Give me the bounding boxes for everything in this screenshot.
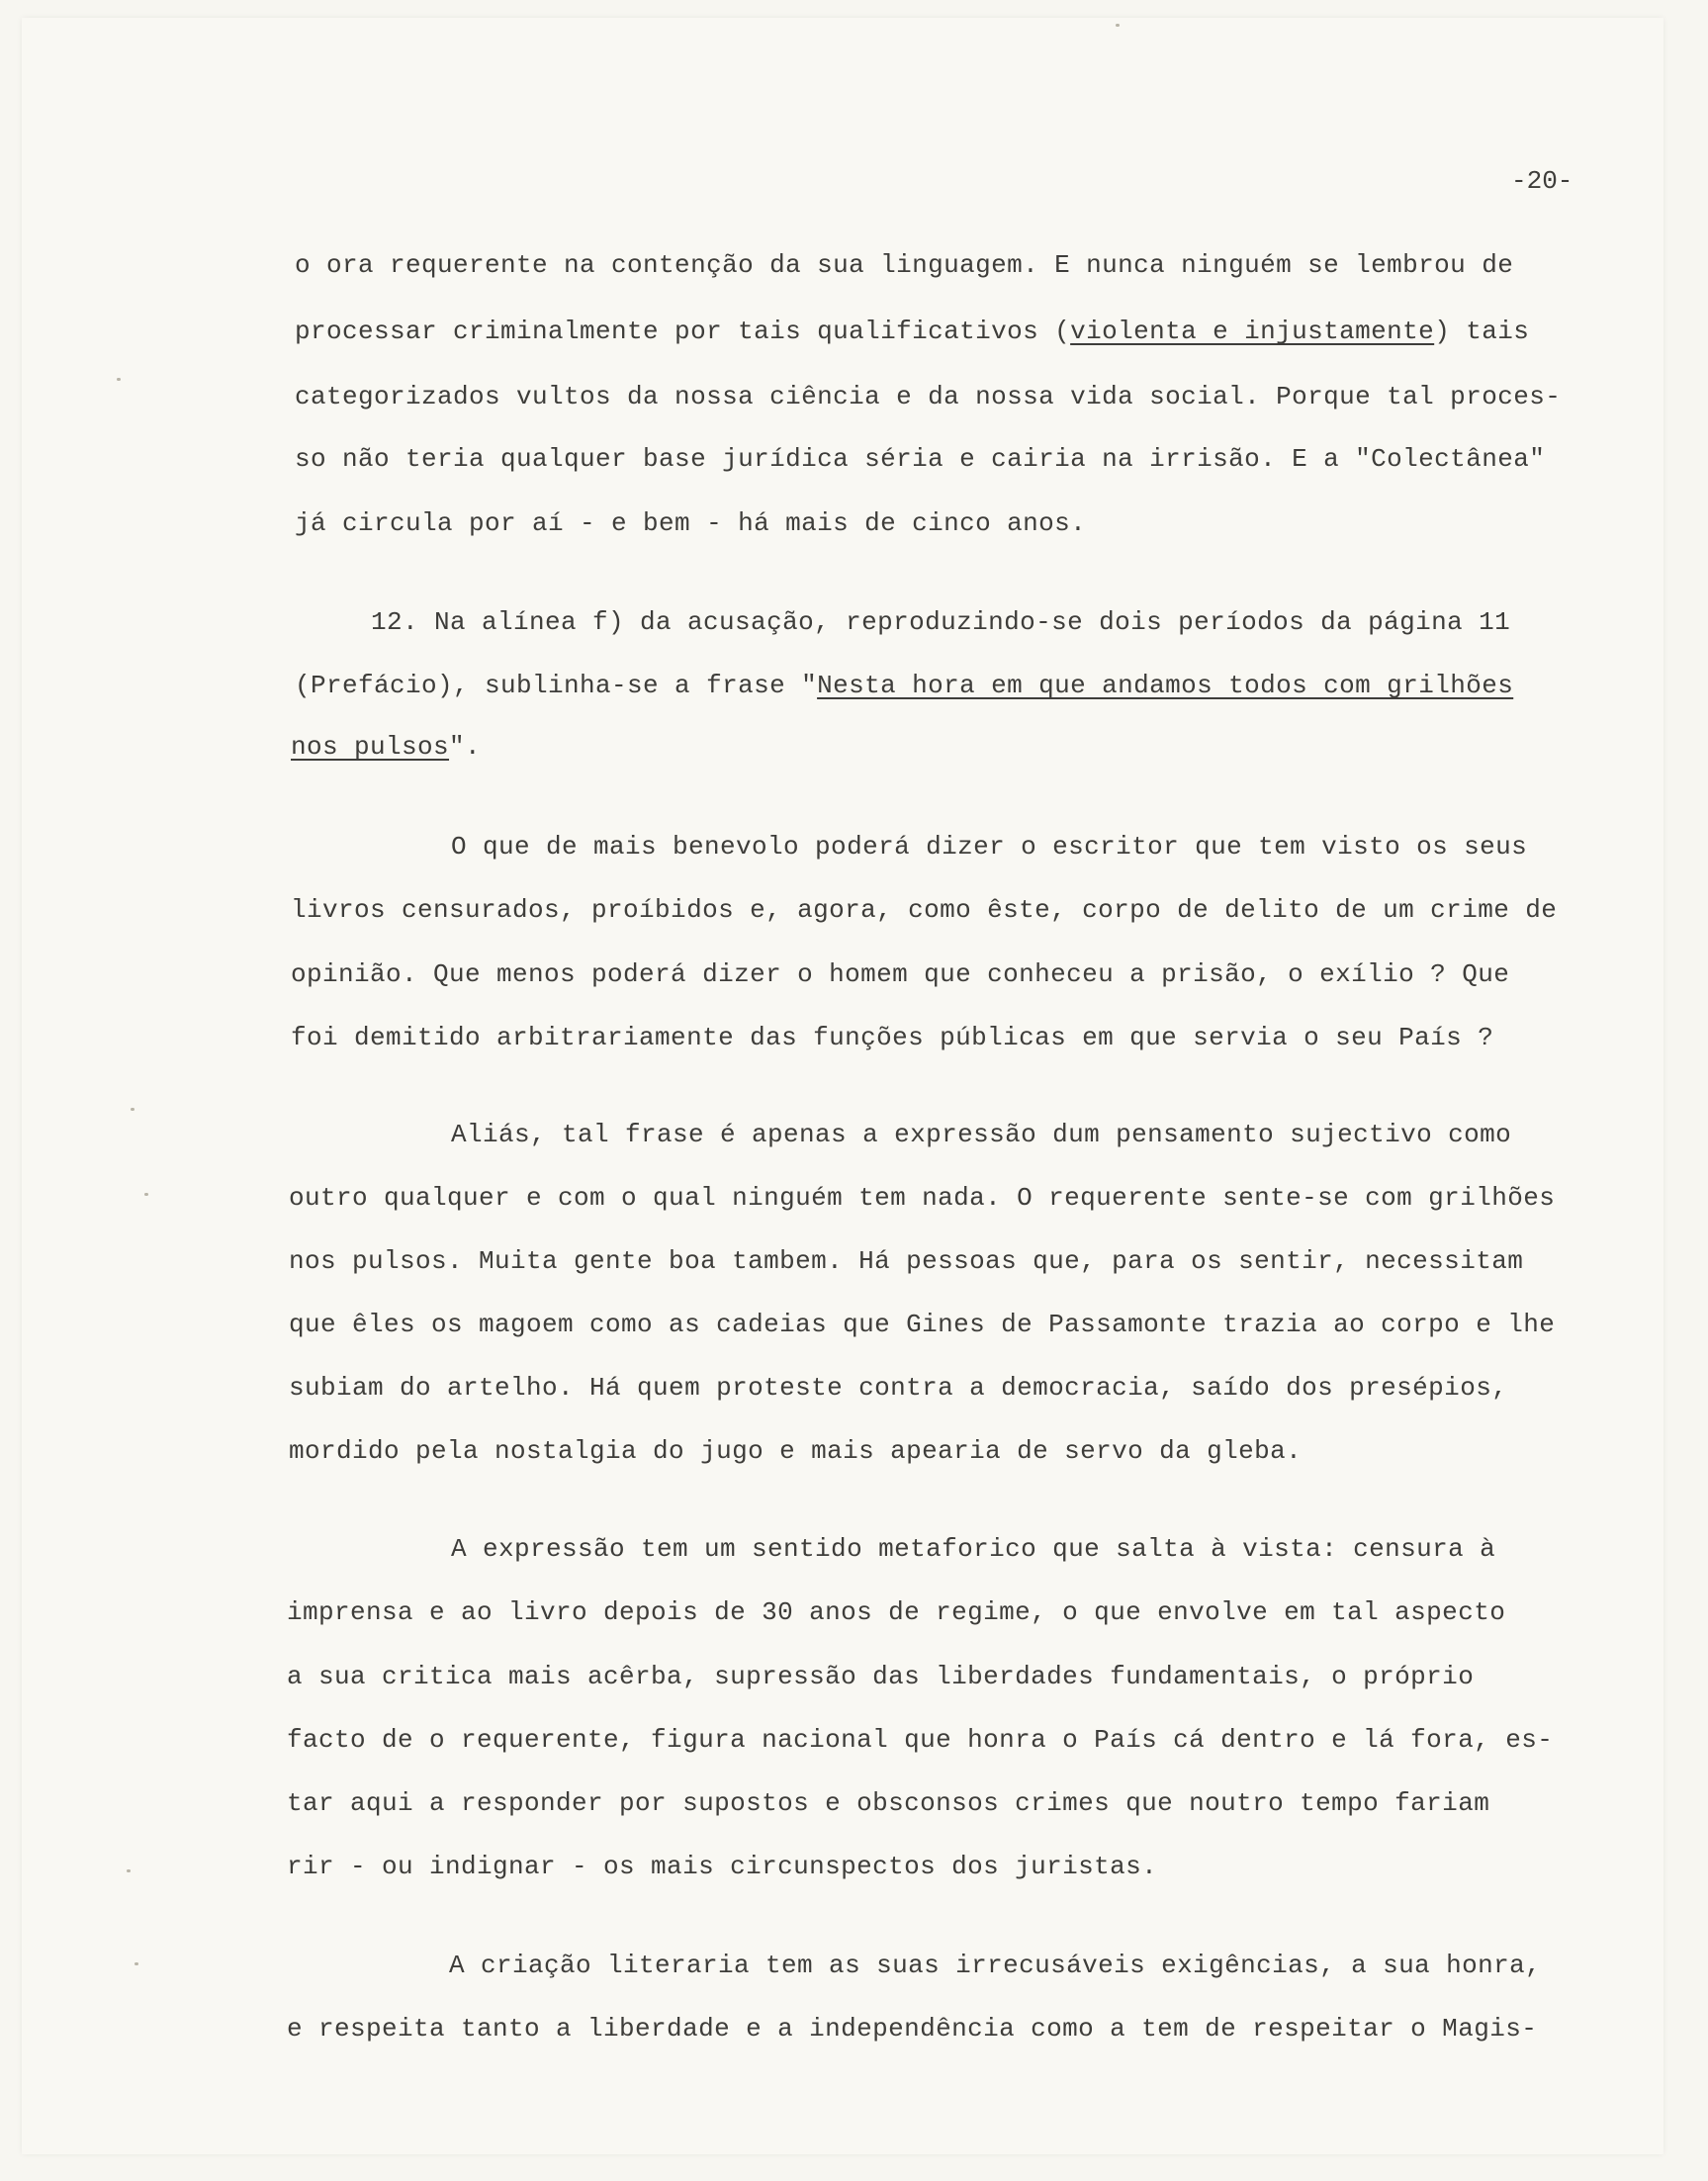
paragraph-5-line-2: imprensa e ao livro depois de 30 anos de regime, o que envolve em tal aspecto [287, 1597, 1506, 1627]
paragraph-1-line-4: so não teria qualquer base jurídica séria e cairia na irrisão. E a "Colectânea" [295, 444, 1546, 474]
paragraph-2-line-3 [291, 734, 481, 760]
paragraph-1-line-2-text: processar criminalmente por tais qualificativos ( [295, 317, 1071, 346]
paragraph-5-line-3: a sua critica mais acêrba, supressão das liberdades fundamentais, o próprio [287, 1662, 1475, 1691]
paragraph-1-line-5: já circula por aí - e bem - há mais de cinco anos. [295, 508, 1087, 538]
paragraph-5-line-4: facto de o requerente, figura nacional que honra o País cá dentro e lá fora, es- [287, 1725, 1554, 1755]
paragraph-2-line-1: 12. Na alínea f) da acusação, reproduzindo-se dois períodos da página 11 [371, 607, 1511, 637]
paragraph-2-line-3-tail: ". [449, 732, 482, 762]
paper-speck [131, 1108, 135, 1111]
paragraph-3-line-1: O que de mais benevolo poderá dizer o escritor que tem visto os seus [451, 832, 1528, 862]
page-number: -20- [1511, 166, 1573, 196]
paragraph-5-line-5: tar aqui a responder por supostos e obsconsos crimes que noutro tempo fariam [287, 1788, 1490, 1818]
paragraph-2-line-2 [295, 673, 1513, 698]
paragraph-3-line-4: foi demitido arbitrariamente das funções públicas em que servia o seu País ? [291, 1023, 1494, 1052]
underlined-quote-end: nos pulsos [291, 732, 450, 762]
paper-speck [117, 378, 121, 381]
paragraph-3-line-2: livros censurados, proíbidos e, agora, como êste, corpo de delito de um crime de [291, 895, 1558, 925]
paragraph-4-line-3: nos pulsos. Muita gente boa tambem. Há pessoas que, para os sentir, necessitam [289, 1246, 1524, 1276]
paragraph-4-line-6: mordido pela nostalgia do jugo e mais apearia de servo da gleba. [289, 1436, 1303, 1466]
paragraph-4-line-2: outro qualquer e com o qual ninguém tem nada. O requerente sente-se com grilhões [289, 1183, 1556, 1213]
paragraph-1-line-2 [295, 318, 1529, 344]
paragraph-1-line-3: categorizados vultos da nossa ciência e da nossa vida social. Porque tal proces- [295, 382, 1562, 411]
paragraph-5-line-6: rir - ou indignar - os mais circunspectos dos juristas. [287, 1852, 1158, 1881]
paragraph-4-line-4: que êles os magoem como as cadeias que Gines de Passamonte trazia ao corpo e lhe [289, 1310, 1556, 1339]
underlined-phrase: violenta e injustamente [1070, 317, 1435, 346]
paper-speck [135, 1962, 138, 1965]
underlined-quote: Nesta hora em que andamos todos com grilhões [817, 671, 1514, 700]
paper-speck [1116, 24, 1120, 27]
paper-speck [144, 1193, 148, 1196]
paper-speck [127, 1869, 131, 1872]
paragraph-5-line-1: A expressão tem um sentido metaforico que salta à vista: censura à [451, 1534, 1496, 1564]
paragraph-4-line-5: subiam do artelho. Há quem proteste contra a democracia, saído dos presépios, [289, 1373, 1508, 1403]
paragraph-1-line-1: o ora requerente na contenção da sua linguagem. E nunca ninguém se lembrou de [295, 250, 1514, 280]
paragraph-4-line-1: Aliás, tal frase é apenas a expressão dum pensamento sujectivo como [451, 1120, 1512, 1149]
paragraph-2-line-2-text: (Prefácio), sublinha-se a frase " [295, 671, 818, 700]
paragraph-3-line-3: opinião. Que menos poderá dizer o homem que conheceu a prisão, o exílio ? Que [291, 959, 1510, 989]
paragraph-1-line-2-tail: ) tais [1434, 317, 1530, 346]
paragraph-6-line-2: e respeita tanto a liberdade e a independência como a tem de respeitar o Magis- [287, 2014, 1538, 2044]
paragraph-6-line-1: A criação literaria tem as suas irrecusáveis exigências, a sua honra, [449, 1951, 1542, 1980]
